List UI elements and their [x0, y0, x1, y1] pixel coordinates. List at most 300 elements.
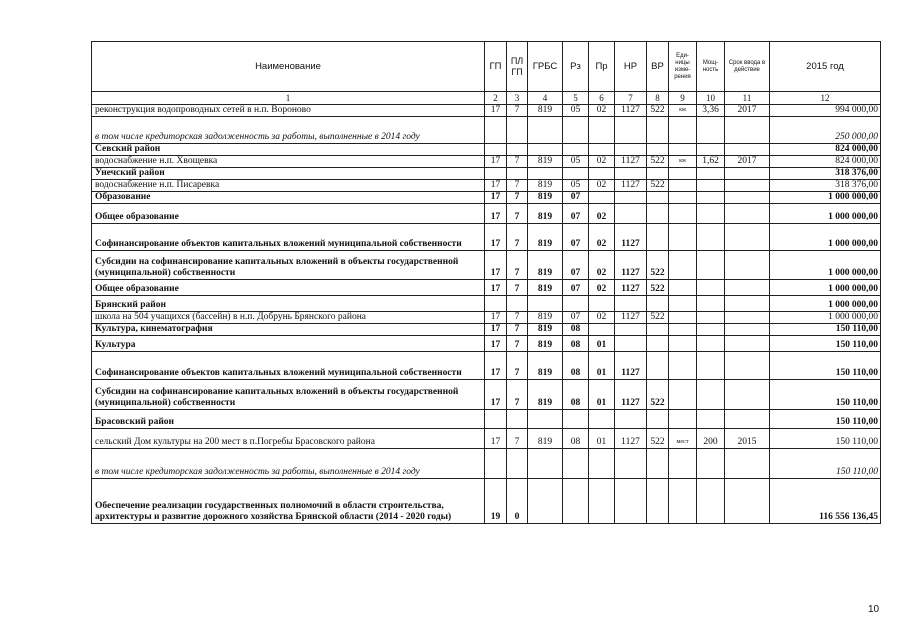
- row-rz: 05: [563, 156, 589, 168]
- row-pr: 02: [589, 312, 615, 324]
- row-plgp: [507, 449, 528, 479]
- row-cap: [697, 479, 725, 524]
- row-plgp: [507, 296, 528, 312]
- col-number: 9: [669, 92, 697, 105]
- row-pr: [589, 117, 615, 144]
- col-number: 10: [697, 92, 725, 105]
- row-pr: [589, 410, 615, 429]
- row-rz: [563, 144, 589, 156]
- row-gp: 17: [485, 251, 507, 280]
- row-grbs: [528, 117, 563, 144]
- row-unit: [669, 312, 697, 324]
- row-gp: [485, 117, 507, 144]
- row-name: водоснабжение н.п. Писаревка: [92, 180, 485, 192]
- row-nr: 1127: [615, 180, 647, 192]
- row-nr: [615, 296, 647, 312]
- row-amount: 150 110,00: [770, 410, 881, 429]
- row-gp: 17: [485, 429, 507, 449]
- row-term: [725, 224, 770, 251]
- row-plgp: 7: [507, 156, 528, 168]
- row-grbs: 819: [528, 380, 563, 410]
- table-row: [92, 251, 881, 280]
- col-number: 8: [647, 92, 669, 105]
- header-row: [92, 42, 881, 92]
- row-name: Субсидии на софинансирование капитальных вложений в объекты государственной (муниципальной) собственности: [92, 251, 485, 280]
- header-year: 2015 год: [770, 42, 881, 92]
- table-body: [92, 105, 881, 524]
- row-plgp: 7: [507, 224, 528, 251]
- row-term: 2017: [725, 156, 770, 168]
- row-vr: [647, 144, 669, 156]
- row-pr: 01: [589, 336, 615, 352]
- row-cap: [697, 280, 725, 296]
- row-pr: [589, 192, 615, 204]
- row-term: [725, 449, 770, 479]
- row-unit: км: [669, 105, 697, 117]
- row-nr: [615, 324, 647, 336]
- row-name: сельский Дом культуры на 200 мест в п.Погребы Брасовского района: [92, 429, 485, 449]
- row-rz: [563, 296, 589, 312]
- row-plgp: 7: [507, 204, 528, 224]
- row-cap: 1,62: [697, 156, 725, 168]
- row-vr: [647, 224, 669, 251]
- row-gp: 19: [485, 479, 507, 524]
- row-pr: 02: [589, 204, 615, 224]
- row-rz: 05: [563, 180, 589, 192]
- row-rz: [563, 449, 589, 479]
- row-unit: [669, 352, 697, 380]
- col-number: 3: [507, 92, 528, 105]
- row-nr: 1127: [615, 429, 647, 449]
- row-vr: [647, 352, 669, 380]
- table-row: [92, 280, 881, 296]
- row-plgp: 7: [507, 336, 528, 352]
- row-amount: 1 000 000,00: [770, 192, 881, 204]
- row-unit: [669, 224, 697, 251]
- row-unit: [669, 380, 697, 410]
- row-plgp: 7: [507, 251, 528, 280]
- row-amount: 150 110,00: [770, 380, 881, 410]
- row-rz: [563, 479, 589, 524]
- row-rz: 08: [563, 380, 589, 410]
- row-grbs: 819: [528, 251, 563, 280]
- header-pr: Пр: [589, 42, 615, 92]
- row-nr: 1127: [615, 352, 647, 380]
- table-row: [92, 144, 881, 156]
- row-pr: 02: [589, 280, 615, 296]
- row-vr: 522: [647, 380, 669, 410]
- row-nr: [615, 144, 647, 156]
- row-pr: [589, 479, 615, 524]
- row-name: Обеспечение реализации государственных полномочий в области строительства, архитектуры и развитие дорожного хозяйства Брянской области (2014 - 2020 годы): [92, 479, 485, 524]
- row-vr: 522: [647, 180, 669, 192]
- header-unit: Еди-ницы изме-рения: [669, 42, 697, 92]
- row-pr: [589, 168, 615, 180]
- row-name: Культура: [92, 336, 485, 352]
- table-row: [92, 380, 881, 410]
- row-vr: [647, 336, 669, 352]
- row-cap: [697, 352, 725, 380]
- row-grbs: 819: [528, 105, 563, 117]
- row-amount: 318 376,00: [770, 168, 881, 180]
- row-nr: [615, 204, 647, 224]
- row-plgp: 0: [507, 479, 528, 524]
- table-row: [92, 105, 881, 117]
- col-number: 7: [615, 92, 647, 105]
- row-term: 2015: [725, 429, 770, 449]
- row-name: Общее образование: [92, 204, 485, 224]
- row-cap: [697, 251, 725, 280]
- table-row: [92, 180, 881, 192]
- table-row: [92, 352, 881, 380]
- row-rz: 07: [563, 312, 589, 324]
- row-name: Унечский район: [92, 168, 485, 180]
- row-name: Субсидии на софинансирование капитальных вложений в объекты государственной (муниципальной) собственности: [92, 380, 485, 410]
- table-row: [92, 192, 881, 204]
- row-rz: [563, 410, 589, 429]
- row-gp: 17: [485, 105, 507, 117]
- header-capacity: Мощ-ность: [697, 42, 725, 92]
- row-term: [725, 410, 770, 429]
- row-gp: 17: [485, 324, 507, 336]
- row-nr: [615, 449, 647, 479]
- row-cap: [697, 117, 725, 144]
- row-grbs: [528, 410, 563, 429]
- row-plgp: 7: [507, 352, 528, 380]
- row-amount: 150 110,00: [770, 336, 881, 352]
- row-term: [725, 280, 770, 296]
- row-name: Брянский район: [92, 296, 485, 312]
- row-name: Культура, кинематография: [92, 324, 485, 336]
- row-vr: [647, 479, 669, 524]
- header-rz: Рз: [563, 42, 589, 92]
- row-pr: 02: [589, 156, 615, 168]
- row-unit: [669, 324, 697, 336]
- row-name: Севский район: [92, 144, 485, 156]
- row-gp: [485, 449, 507, 479]
- row-rz: 07: [563, 224, 589, 251]
- row-plgp: [507, 168, 528, 180]
- row-gp: 17: [485, 380, 507, 410]
- header-nr: НР: [615, 42, 647, 92]
- row-cap: [697, 380, 725, 410]
- row-term: [725, 117, 770, 144]
- row-cap: [697, 296, 725, 312]
- row-pr: 02: [589, 105, 615, 117]
- header-gp: ГП: [485, 42, 507, 92]
- row-name: в том числе кредиторская задолженность за работы, выполненные в 2014 году: [92, 449, 485, 479]
- row-vr: 522: [647, 280, 669, 296]
- row-cap: [697, 168, 725, 180]
- row-name: Общее образование: [92, 280, 485, 296]
- row-grbs: 819: [528, 180, 563, 192]
- row-amount: 994 000,00: [770, 105, 881, 117]
- row-gp: [485, 168, 507, 180]
- row-amount: 1 000 000,00: [770, 224, 881, 251]
- row-amount: 150 110,00: [770, 429, 881, 449]
- row-term: 2017: [725, 105, 770, 117]
- row-unit: км: [669, 156, 697, 168]
- row-gp: 17: [485, 156, 507, 168]
- col-number: 6: [589, 92, 615, 105]
- row-plgp: 7: [507, 280, 528, 296]
- row-cap: [697, 449, 725, 479]
- row-grbs: 819: [528, 204, 563, 224]
- row-term: [725, 324, 770, 336]
- row-name: Софинансирование объектов капитальных вложений муниципальной собственности: [92, 352, 485, 380]
- row-amount: 250 000,00: [770, 117, 881, 144]
- row-cap: [697, 224, 725, 251]
- row-nr: 1127: [615, 105, 647, 117]
- row-vr: [647, 324, 669, 336]
- row-gp: [485, 296, 507, 312]
- row-unit: мест: [669, 429, 697, 449]
- row-grbs: 819: [528, 352, 563, 380]
- row-amount: 150 110,00: [770, 324, 881, 336]
- row-rz: [563, 117, 589, 144]
- row-vr: [647, 296, 669, 312]
- table-row: [92, 168, 881, 180]
- row-amount: 824 000,00: [770, 144, 881, 156]
- row-cap: 3,36: [697, 105, 725, 117]
- row-cap: [697, 180, 725, 192]
- row-grbs: 819: [528, 224, 563, 251]
- row-cap: [697, 336, 725, 352]
- table-row: [92, 312, 881, 324]
- row-cap: 200: [697, 429, 725, 449]
- row-grbs: 819: [528, 324, 563, 336]
- row-nr: 1127: [615, 280, 647, 296]
- table-row: [92, 449, 881, 479]
- row-plgp: [507, 144, 528, 156]
- row-term: [725, 144, 770, 156]
- row-amount: 318 376,00: [770, 180, 881, 192]
- row-cap: [697, 410, 725, 429]
- row-term: [725, 168, 770, 180]
- row-nr: [615, 410, 647, 429]
- row-pr: 02: [589, 251, 615, 280]
- row-nr: 1127: [615, 380, 647, 410]
- row-amount: 1 000 000,00: [770, 296, 881, 312]
- row-grbs: [528, 296, 563, 312]
- row-vr: [647, 410, 669, 429]
- row-gp: 17: [485, 180, 507, 192]
- row-cap: [697, 204, 725, 224]
- row-pr: 02: [589, 224, 615, 251]
- header-grbs: ГРБС: [528, 42, 563, 92]
- row-cap: [697, 144, 725, 156]
- row-cap: [697, 192, 725, 204]
- row-nr: [615, 168, 647, 180]
- row-vr: [647, 204, 669, 224]
- row-term: [725, 251, 770, 280]
- table-row: [92, 429, 881, 449]
- row-cap: [697, 312, 725, 324]
- row-gp: 17: [485, 192, 507, 204]
- row-vr: 522: [647, 105, 669, 117]
- col-number: 12: [770, 92, 881, 105]
- row-name: Софинансирование объектов капитальных вложений муниципальной собственности: [92, 224, 485, 251]
- row-nr: 1127: [615, 156, 647, 168]
- row-name: Образование: [92, 192, 485, 204]
- header-name: Наименование: [92, 42, 485, 92]
- row-unit: [669, 296, 697, 312]
- row-amount: 1 000 000,00: [770, 251, 881, 280]
- row-pr: 02: [589, 180, 615, 192]
- col-number: 4: [528, 92, 563, 105]
- row-plgp: 7: [507, 429, 528, 449]
- row-plgp: 7: [507, 324, 528, 336]
- row-nr: [615, 117, 647, 144]
- row-term: [725, 352, 770, 380]
- row-gp: 17: [485, 280, 507, 296]
- row-pr: [589, 324, 615, 336]
- row-gp: 17: [485, 352, 507, 380]
- row-unit: [669, 479, 697, 524]
- row-grbs: [528, 144, 563, 156]
- row-rz: 08: [563, 324, 589, 336]
- row-nr: 1127: [615, 312, 647, 324]
- row-unit: [669, 251, 697, 280]
- row-nr: 1127: [615, 224, 647, 251]
- row-unit: [669, 180, 697, 192]
- table-row: [92, 296, 881, 312]
- row-vr: 522: [647, 156, 669, 168]
- row-grbs: [528, 168, 563, 180]
- row-grbs: 819: [528, 312, 563, 324]
- row-pr: [589, 296, 615, 312]
- column-number-row: [92, 92, 881, 105]
- row-term: [725, 479, 770, 524]
- row-name: реконструкция водопроводных сетей в н.п. Вороново: [92, 105, 485, 117]
- col-number: 5: [563, 92, 589, 105]
- row-gp: 17: [485, 312, 507, 324]
- row-gp: [485, 144, 507, 156]
- budget-table: [91, 41, 881, 524]
- row-term: [725, 296, 770, 312]
- row-plgp: 7: [507, 105, 528, 117]
- header-plgp: ПЛ ГП: [507, 42, 528, 92]
- row-grbs: 819: [528, 336, 563, 352]
- row-unit: [669, 410, 697, 429]
- row-pr: [589, 144, 615, 156]
- row-grbs: 819: [528, 280, 563, 296]
- row-rz: 07: [563, 204, 589, 224]
- budget-table-sheet: [91, 41, 880, 524]
- col-number: 2: [485, 92, 507, 105]
- row-vr: 522: [647, 251, 669, 280]
- row-amount: 824 000,00: [770, 156, 881, 168]
- row-term: [725, 204, 770, 224]
- row-gp: 17: [485, 336, 507, 352]
- row-pr: 01: [589, 380, 615, 410]
- row-cap: [697, 324, 725, 336]
- row-unit: [669, 168, 697, 180]
- header-term: Срок ввода в действие: [725, 42, 770, 92]
- col-number: 11: [725, 92, 770, 105]
- row-nr: [615, 192, 647, 204]
- page-number: 10: [868, 604, 880, 615]
- table-row: [92, 204, 881, 224]
- row-pr: 01: [589, 352, 615, 380]
- row-grbs: 819: [528, 156, 563, 168]
- row-gp: [485, 410, 507, 429]
- row-unit: [669, 449, 697, 479]
- row-amount: 150 110,00: [770, 352, 881, 380]
- table-row: [92, 479, 881, 524]
- row-rz: 05: [563, 105, 589, 117]
- row-term: [725, 192, 770, 204]
- row-plgp: 7: [507, 192, 528, 204]
- table-row: [92, 224, 881, 251]
- row-rz: 08: [563, 429, 589, 449]
- row-unit: [669, 192, 697, 204]
- table-row: [92, 410, 881, 429]
- header-vr: ВР: [647, 42, 669, 92]
- row-vr: [647, 192, 669, 204]
- table-row: [92, 336, 881, 352]
- row-name: водоснабжение н.п. Хвощевка: [92, 156, 485, 168]
- row-term: [725, 312, 770, 324]
- row-gp: 17: [485, 204, 507, 224]
- row-grbs: [528, 449, 563, 479]
- row-amount: 150 110,00: [770, 449, 881, 479]
- row-vr: 522: [647, 312, 669, 324]
- row-term: [725, 180, 770, 192]
- row-amount: 1 000 000,00: [770, 204, 881, 224]
- row-amount: 116 556 136,45: [770, 479, 881, 524]
- table-row: [92, 156, 881, 168]
- row-rz: 08: [563, 352, 589, 380]
- row-rz: 07: [563, 251, 589, 280]
- row-rz: 07: [563, 192, 589, 204]
- row-plgp: 7: [507, 180, 528, 192]
- row-vr: 522: [647, 429, 669, 449]
- table-row: [92, 117, 881, 144]
- row-pr: [589, 449, 615, 479]
- row-unit: [669, 204, 697, 224]
- row-name: Брасовский район: [92, 410, 485, 429]
- row-vr: [647, 449, 669, 479]
- table-row: [92, 324, 881, 336]
- row-vr: [647, 117, 669, 144]
- row-grbs: 819: [528, 192, 563, 204]
- row-nr: 1127: [615, 251, 647, 280]
- row-nr: [615, 336, 647, 352]
- row-rz: 08: [563, 336, 589, 352]
- row-term: [725, 380, 770, 410]
- row-unit: [669, 280, 697, 296]
- row-unit: [669, 117, 697, 144]
- row-term: [725, 336, 770, 352]
- row-pr: 01: [589, 429, 615, 449]
- row-rz: 07: [563, 280, 589, 296]
- row-plgp: [507, 117, 528, 144]
- row-name: школа на 504 учащихся (бассейн) в н.п. Добрунь Брянского района: [92, 312, 485, 324]
- row-grbs: [528, 479, 563, 524]
- row-gp: 17: [485, 224, 507, 251]
- row-plgp: 7: [507, 312, 528, 324]
- row-unit: [669, 336, 697, 352]
- row-grbs: 819: [528, 429, 563, 449]
- row-amount: 1 000 000,00: [770, 312, 881, 324]
- row-unit: [669, 144, 697, 156]
- row-name: в том числе кредиторская задолженность за работы, выполненные в 2014 году: [92, 117, 485, 144]
- row-plgp: [507, 410, 528, 429]
- row-rz: [563, 168, 589, 180]
- col-number: 1: [92, 92, 485, 105]
- row-plgp: 7: [507, 380, 528, 410]
